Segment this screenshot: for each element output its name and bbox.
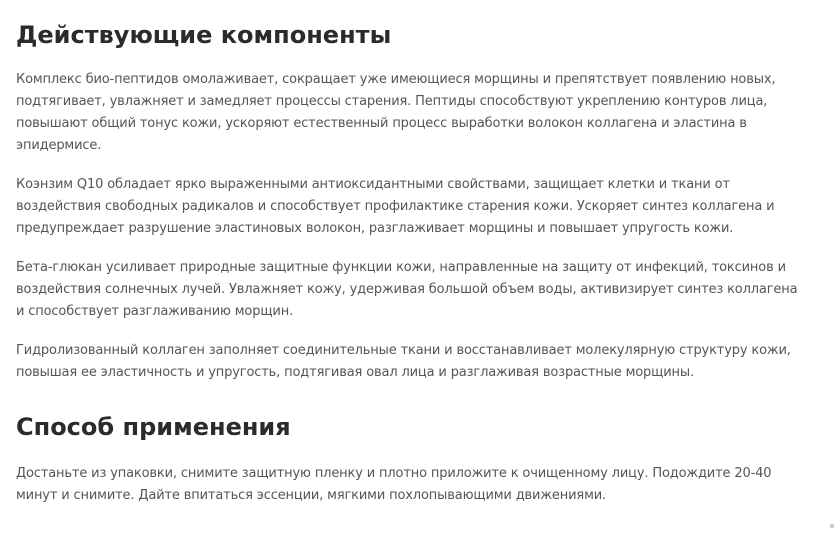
- scroll-indicator: [830, 524, 834, 528]
- components-paragraph-peptides: Комплекс био-пептидов омолаживает, сокращает уже имеющиеся морщины и препятствует появлению новых, подтягивает, увлажняет и замедляет процессы старения. Пептиды способствуют укреплению контуров лица, повышают общий тонус кожи, ускоряют естественный процесс выработки волокон коллагена и эластина в эпидермисе.: [16, 72, 776, 153]
- components-paragraph-beta-glucan: Бета-глюкан усиливает природные защитные функции кожи, направленные на защиту от инфекций, токсинов и воздействия солнечных лучей. Увлажняет кожу, удерживая большой объем воды, активизирует синтез коллагена и способствует разглаживанию морщин.: [16, 260, 798, 319]
- section-heading-components: Действующие компоненты: [16, 21, 392, 49]
- components-paragraph-coenzyme: Коэнзим Q10 обладает ярко выраженными антиоксидантными свойствами, защищает клетки и ткани от воздействия свободных радикалов и способствует профилактике старения кожи. Ускоряет синтез коллагена и предупреждает разрушение эластиновых волокон, разглаживает морщины и повышает упругость кожи.: [16, 177, 775, 236]
- components-paragraph-collagen: Гидролизованный коллаген заполняет соединительные ткани и восстанавливает молекулярную структуру кожи, повышая ее эластичность и упругость, подтягивая овал лица и разглаживая возрастные морщины.: [16, 343, 791, 380]
- usage-paragraph: Достаньте из упаковки, снимите защитную пленку и плотно приложите к очищенному лицу. Подождите 20-40 минут и снимите. Дайте впитаться эссенции, мягкими похлопывающими движениями.: [16, 466, 772, 503]
- section-heading-usage: Способ применения: [16, 413, 291, 441]
